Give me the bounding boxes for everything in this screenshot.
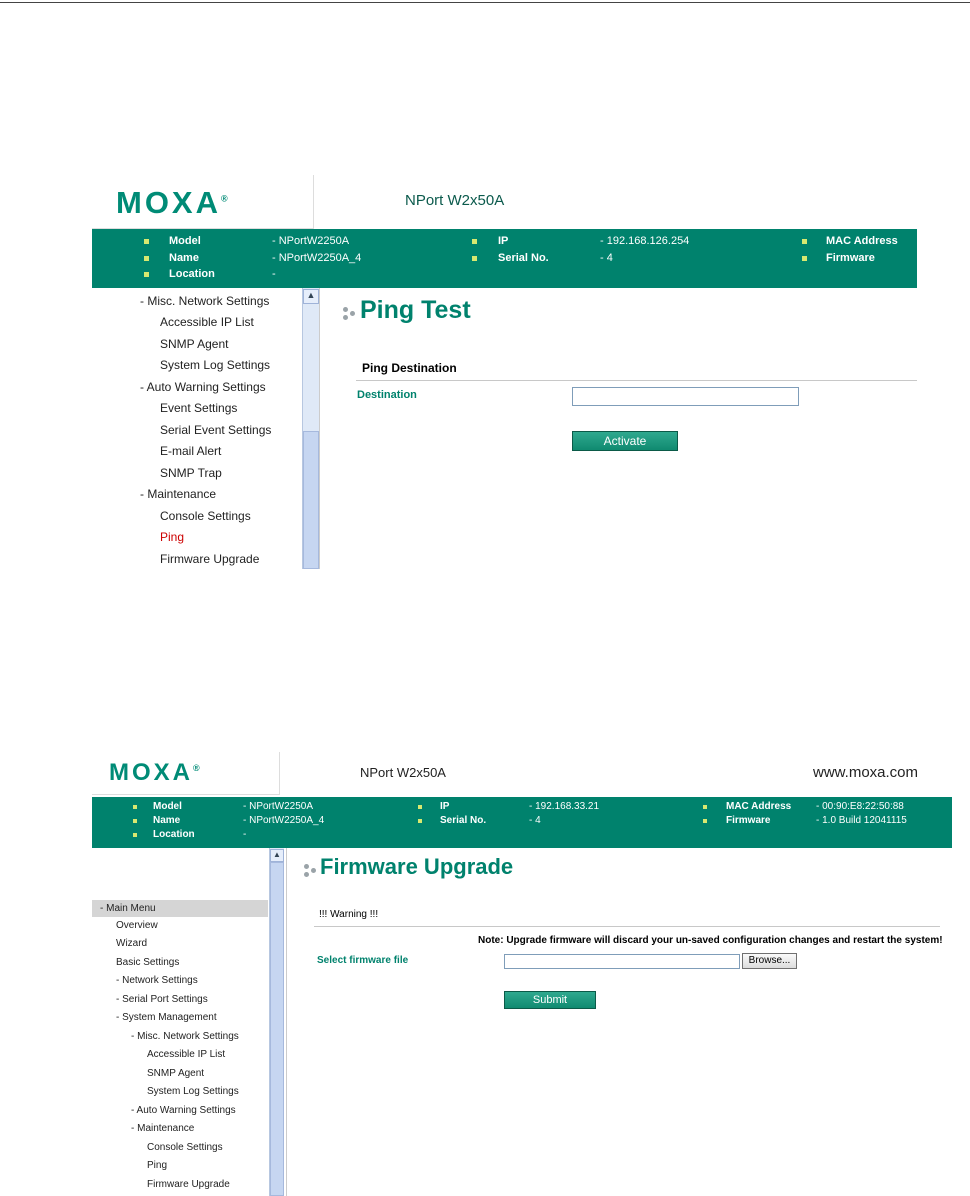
bullet-icon [802, 256, 807, 261]
bullet-icon [703, 805, 707, 809]
bullet-icon [133, 833, 137, 837]
menu-item[interactable]: Firmware Upgrade [160, 552, 260, 566]
name-value: - NPortW2250A_4 [272, 252, 362, 264]
browse-button[interactable]: Browse... [742, 953, 797, 969]
product-name: NPort W2x50A [360, 765, 446, 780]
title-dots-icon [304, 864, 318, 878]
bullet-icon [144, 272, 149, 277]
scroll-up-icon[interactable]: ▲ [270, 849, 284, 862]
name-value: - NPortW2250A_4 [243, 815, 325, 826]
serial-label: Serial No. [440, 815, 487, 826]
page-title: Firmware Upgrade [320, 854, 514, 879]
menu-item[interactable]: Event Settings [160, 401, 238, 415]
menu-item[interactable]: Overview [116, 920, 158, 931]
sidebar-scrollbar[interactable] [302, 288, 319, 569]
logo-box [92, 175, 314, 229]
menu-item[interactable]: Accessible IP List [147, 1049, 226, 1060]
scroll-up-icon[interactable]: ▲ [303, 289, 319, 304]
submit-button[interactable]: Submit [504, 991, 596, 1009]
bullet-icon [802, 239, 807, 244]
model-label: Model [169, 235, 201, 247]
menu-item[interactable]: Console Settings [147, 1142, 223, 1153]
location-label: Location [169, 268, 215, 280]
name-label: Name [153, 815, 181, 826]
bullet-icon [133, 805, 137, 809]
logo-box [92, 752, 280, 795]
menu-item[interactable]: SNMP Agent [160, 337, 229, 351]
header [92, 175, 917, 229]
menu-item[interactable]: Serial Event Settings [160, 423, 272, 437]
destination-input[interactable] [572, 387, 799, 406]
firmware-value: - 1.0 Build 12041115 [816, 815, 907, 826]
bullet-icon [144, 239, 149, 244]
section-divider [356, 380, 917, 381]
bullet-icon [472, 239, 477, 244]
sidebar-scrollbar[interactable] [269, 848, 284, 1196]
bullet-icon [133, 819, 137, 823]
location-value: - [243, 829, 247, 840]
warning-title: !!! Warning !!! [319, 909, 379, 920]
mac-label: MAC Address [826, 235, 898, 247]
menu-item-ping-active[interactable]: Ping [160, 530, 185, 544]
bullet-icon [703, 819, 707, 823]
bullet-icon [472, 256, 477, 261]
scroll-thumb[interactable] [303, 431, 319, 569]
model-label: Model [153, 801, 182, 812]
page-top-rule [0, 2, 970, 3]
firmware-upgrade-window [92, 752, 952, 1196]
serial-label: Serial No. [498, 252, 549, 264]
website-link[interactable]: www.moxa.com [813, 764, 919, 781]
name-label: Name [169, 252, 199, 264]
menu-item[interactable]: System Log Settings [160, 358, 271, 372]
model-value: - NPortW2250A [243, 801, 314, 812]
menu-item[interactable]: - Misc. Network Settings [131, 1031, 239, 1042]
firmware-label: Firmware [726, 815, 771, 826]
activate-button[interactable]: Activate [572, 431, 678, 451]
firmware-file-label: Select firmware file [317, 955, 409, 966]
menu-item[interactable]: E-mail Alert [160, 444, 222, 458]
page-title: Ping Test [360, 296, 471, 324]
menu-item[interactable]: - Network Settings [116, 975, 198, 986]
menu-item[interactable]: System Log Settings [147, 1086, 239, 1097]
menu-item[interactable]: Wizard [116, 938, 148, 949]
mac-label: MAC Address [726, 801, 792, 812]
menu-item[interactable]: - Misc. Network Settings [140, 294, 270, 308]
destination-label: Destination [357, 389, 417, 401]
location-value: - [272, 268, 276, 280]
menu-item[interactable]: - Maintenance [140, 487, 217, 501]
moxa-logo: MOXA® [109, 759, 200, 786]
menu-item[interactable]: Accessible IP List [160, 315, 254, 329]
menu-item[interactable]: - Serial Port Settings [116, 994, 208, 1005]
menu-item[interactable]: Basic Settings [116, 957, 180, 968]
header [92, 752, 952, 795]
product-name: NPort W2x50A [405, 192, 505, 209]
menu-item[interactable]: SNMP Agent [147, 1068, 205, 1079]
sidebar [92, 288, 320, 569]
firmware-file-input[interactable] [504, 954, 740, 969]
menu-item[interactable]: Firmware Upgrade [147, 1179, 230, 1190]
model-value: - NPortW2250A [272, 235, 350, 247]
menu-item[interactable]: SNMP Trap [160, 466, 222, 480]
device-info-bar [92, 229, 917, 288]
ip-value: - 192.168.33.21 [529, 801, 600, 812]
ip-label: IP [498, 235, 509, 247]
main-menu-header[interactable]: - Main Menu [92, 900, 268, 917]
upgrade-note: Note: Upgrade firmware will discard your un-saved configuration changes and restart the system! [478, 935, 943, 946]
title-dots-icon [343, 307, 357, 321]
bullet-icon [144, 256, 149, 261]
menu-item[interactable]: - Maintenance [131, 1123, 195, 1134]
menu-item[interactable]: Ping [147, 1160, 168, 1171]
device-info-bar [92, 797, 952, 848]
bullet-icon [418, 805, 422, 809]
moxa-logo: MOXA® [116, 185, 228, 220]
ip-label: IP [440, 801, 450, 812]
ping-test-window [92, 175, 917, 569]
serial-value: - 4 [600, 252, 613, 264]
location-label: Location [153, 829, 195, 840]
sidebar [92, 848, 287, 1196]
menu-item[interactable]: - Auto Warning Settings [140, 380, 266, 394]
section-divider [314, 926, 940, 927]
menu-item[interactable]: - Auto Warning Settings [131, 1105, 236, 1116]
serial-value: - 4 [529, 815, 541, 826]
menu-item[interactable]: - System Management [116, 1012, 217, 1023]
ip-value: - 192.168.126.254 [600, 235, 690, 247]
menu-item[interactable]: Console Settings [160, 509, 251, 523]
scroll-thumb[interactable] [270, 862, 284, 1196]
mac-value: - 00:90:E8:22:50:88 [816, 801, 904, 812]
bullet-icon [418, 819, 422, 823]
firmware-label: Firmware [826, 252, 875, 264]
section-title: Ping Destination [362, 361, 457, 375]
